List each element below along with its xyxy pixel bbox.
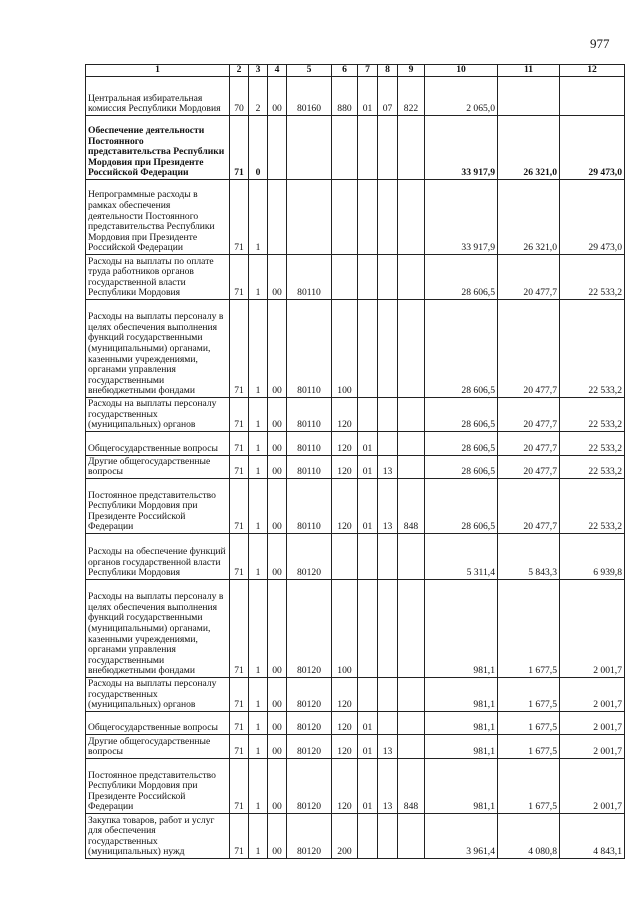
code-cell — [378, 814, 398, 859]
code-cell: 00 — [268, 300, 287, 398]
code-cell: 71 — [230, 180, 249, 255]
column-header-12: 12 — [560, 65, 625, 77]
table-row — [86, 678, 625, 712]
code-cell: 00 — [268, 759, 287, 814]
column-header-5: 5 — [287, 65, 332, 77]
code-cell: 00 — [268, 456, 287, 479]
code-cell: 120 — [332, 712, 358, 735]
code-cell: 71 — [230, 580, 249, 678]
amount-cell: 1 677,5 — [498, 678, 560, 712]
code-cell: 71 — [230, 534, 249, 580]
amount-cell: 28 606,5 — [425, 398, 498, 432]
code-cell — [398, 735, 425, 759]
code-cell: 71 — [230, 456, 249, 479]
code-cell: 71 — [230, 116, 249, 180]
amount-cell: 22 533,2 — [560, 255, 625, 300]
code-cell: 1 — [249, 735, 268, 759]
amount-cell: 22 533,2 — [560, 456, 625, 479]
code-cell: 120 — [332, 398, 358, 432]
code-cell: 71 — [230, 678, 249, 712]
table-row — [86, 456, 625, 479]
code-cell: 13 — [378, 479, 398, 534]
amount-cell: 4 080,8 — [498, 814, 560, 859]
code-cell — [358, 398, 378, 432]
amount-cell: 5 843,3 — [498, 534, 560, 580]
amount-cell: 1 677,5 — [498, 580, 560, 678]
column-header-10: 10 — [425, 65, 498, 77]
row-name-cell: Постоянное представительство Республики Мордовия при Президенте Российской Федерации — [86, 479, 230, 534]
column-header-1: 1 — [86, 65, 230, 77]
row-name-cell: Общегосударственные вопросы — [86, 432, 230, 456]
code-cell — [398, 300, 425, 398]
code-cell — [358, 580, 378, 678]
amount-cell: 4 843,1 — [560, 814, 625, 859]
code-cell — [398, 116, 425, 180]
table-row — [86, 580, 625, 678]
code-cell — [358, 180, 378, 255]
row-name-cell: Расходы на обеспечение функций органов государственной власти Республики Мордовия — [86, 534, 230, 580]
table-row — [86, 255, 625, 300]
code-cell: 1 — [249, 479, 268, 534]
amount-cell: 981,1 — [425, 678, 498, 712]
code-cell: 00 — [268, 77, 287, 116]
row-name-cell: Другие общегосударственные вопросы — [86, 735, 230, 759]
amount-cell: 20 477,7 — [498, 456, 560, 479]
code-cell: 80110 — [287, 255, 332, 300]
code-cell — [378, 534, 398, 580]
code-cell: 00 — [268, 479, 287, 534]
amount-cell: 981,1 — [425, 580, 498, 678]
amount-cell: 22 533,2 — [560, 479, 625, 534]
code-cell: 848 — [398, 479, 425, 534]
code-cell — [287, 180, 332, 255]
amount-cell: 2 001,7 — [560, 735, 625, 759]
code-cell: 01 — [358, 479, 378, 534]
code-cell: 1 — [249, 534, 268, 580]
amount-cell: 29 473,0 — [560, 116, 625, 180]
code-cell — [332, 116, 358, 180]
code-cell: 120 — [332, 759, 358, 814]
row-name-cell: Расходы на выплаты персоналу государственных (муниципальных) органов — [86, 678, 230, 712]
code-cell — [398, 712, 425, 735]
amount-cell: 26 321,0 — [498, 180, 560, 255]
code-cell: 80120 — [287, 534, 332, 580]
code-cell: 2 — [249, 77, 268, 116]
amount-cell: 6 939,8 — [560, 534, 625, 580]
code-cell: 1 — [249, 759, 268, 814]
code-cell: 100 — [332, 300, 358, 398]
code-cell — [332, 255, 358, 300]
code-cell: 00 — [268, 534, 287, 580]
amount-cell: 1 677,5 — [498, 712, 560, 735]
code-cell: 822 — [398, 77, 425, 116]
table-row — [86, 759, 625, 814]
table-row — [86, 300, 625, 398]
code-cell: 71 — [230, 759, 249, 814]
code-cell: 71 — [230, 712, 249, 735]
amount-cell: 20 477,7 — [498, 479, 560, 534]
amount-cell: 28 606,5 — [425, 432, 498, 456]
code-cell: 13 — [378, 456, 398, 479]
amount-cell: 33 917,9 — [425, 116, 498, 180]
code-cell: 71 — [230, 735, 249, 759]
column-header-9: 9 — [398, 65, 425, 77]
column-header-6: 6 — [332, 65, 358, 77]
table-row — [86, 814, 625, 859]
amount-cell: 28 606,5 — [425, 255, 498, 300]
code-cell: 71 — [230, 432, 249, 456]
code-cell: 1 — [249, 398, 268, 432]
code-cell: 80120 — [287, 712, 332, 735]
code-cell: 0 — [249, 116, 268, 180]
code-cell — [398, 814, 425, 859]
code-cell: 13 — [378, 735, 398, 759]
amount-cell: 981,1 — [425, 759, 498, 814]
amount-cell: 26 321,0 — [498, 116, 560, 180]
amount-cell: 2 065,0 — [425, 77, 498, 116]
code-cell — [332, 534, 358, 580]
budget-table — [85, 64, 625, 859]
table-row — [86, 735, 625, 759]
code-cell — [378, 116, 398, 180]
code-cell — [358, 534, 378, 580]
table-row — [86, 398, 625, 432]
code-cell: 1 — [249, 432, 268, 456]
code-cell: 00 — [268, 580, 287, 678]
amount-cell: 33 917,9 — [425, 180, 498, 255]
code-cell — [358, 255, 378, 300]
code-cell: 80120 — [287, 580, 332, 678]
code-cell: 80110 — [287, 300, 332, 398]
table-row — [86, 432, 625, 456]
code-cell: 1 — [249, 180, 268, 255]
code-cell: 71 — [230, 398, 249, 432]
code-cell: 80110 — [287, 432, 332, 456]
amount-cell: 20 477,7 — [498, 300, 560, 398]
code-cell: 80110 — [287, 456, 332, 479]
code-cell: 71 — [230, 300, 249, 398]
amount-cell: 28 606,5 — [425, 456, 498, 479]
code-cell — [358, 300, 378, 398]
code-cell: 00 — [268, 255, 287, 300]
code-cell: 1 — [249, 255, 268, 300]
code-cell — [378, 580, 398, 678]
amount-cell: 1 677,5 — [498, 759, 560, 814]
code-cell: 1 — [249, 456, 268, 479]
code-cell: 100 — [332, 580, 358, 678]
code-cell: 80120 — [287, 759, 332, 814]
code-cell: 120 — [332, 456, 358, 479]
column-header-8: 8 — [378, 65, 398, 77]
code-cell — [358, 814, 378, 859]
code-cell — [398, 534, 425, 580]
code-cell: 71 — [230, 255, 249, 300]
page-number: 977 — [590, 36, 610, 51]
code-cell: 80110 — [287, 398, 332, 432]
amount-cell: 2 001,7 — [560, 712, 625, 735]
column-header-2: 2 — [230, 65, 249, 77]
code-cell — [268, 116, 287, 180]
code-cell — [378, 432, 398, 456]
row-name-cell: Расходы на выплаты по оплате труда работников органов государственной власти Республики Мордовия — [86, 255, 230, 300]
code-cell: 80160 — [287, 77, 332, 116]
row-name-cell: Центральная избирательная комиссия Республики Мордовия — [86, 77, 230, 116]
code-cell: 00 — [268, 712, 287, 735]
code-cell — [332, 180, 358, 255]
code-cell: 120 — [332, 432, 358, 456]
code-cell — [287, 116, 332, 180]
code-cell: 01 — [358, 456, 378, 479]
column-header-7: 7 — [358, 65, 378, 77]
code-cell: 00 — [268, 398, 287, 432]
amount-cell: 28 606,5 — [425, 479, 498, 534]
code-cell — [268, 180, 287, 255]
code-cell — [378, 398, 398, 432]
code-cell — [378, 180, 398, 255]
amount-cell: 22 533,2 — [560, 432, 625, 456]
code-cell: 80120 — [287, 735, 332, 759]
code-cell — [398, 432, 425, 456]
code-cell — [378, 712, 398, 735]
code-cell: 120 — [332, 479, 358, 534]
amount-cell: 20 477,7 — [498, 432, 560, 456]
table-body — [86, 77, 625, 859]
amount-cell — [560, 77, 625, 116]
row-name-cell: Постоянное представительство Республики Мордовия при Президенте Российской Федерации — [86, 759, 230, 814]
code-cell — [398, 580, 425, 678]
amount-cell: 5 311,4 — [425, 534, 498, 580]
table-row — [86, 712, 625, 735]
code-cell: 1 — [249, 300, 268, 398]
row-name-cell: Непрограммные расходы в рамках обеспечения деятельности Постоянного представительства Республики Мордовия при Президенте Российской Федерации — [86, 180, 230, 255]
code-cell — [398, 678, 425, 712]
amount-cell: 2 001,7 — [560, 678, 625, 712]
code-cell: 80110 — [287, 479, 332, 534]
code-cell: 13 — [378, 759, 398, 814]
amount-cell: 20 477,7 — [498, 255, 560, 300]
table-row — [86, 534, 625, 580]
amount-cell: 20 477,7 — [498, 398, 560, 432]
code-cell: 01 — [358, 432, 378, 456]
code-cell: 71 — [230, 479, 249, 534]
code-cell: 07 — [378, 77, 398, 116]
column-header-4: 4 — [268, 65, 287, 77]
row-name-cell: Общегосударственные вопросы — [86, 712, 230, 735]
column-header-3: 3 — [249, 65, 268, 77]
code-cell: 120 — [332, 678, 358, 712]
code-cell: 00 — [268, 735, 287, 759]
code-cell: 70 — [230, 77, 249, 116]
code-cell — [398, 255, 425, 300]
code-cell — [378, 678, 398, 712]
column-header-11: 11 — [498, 65, 560, 77]
table-header-row — [86, 65, 625, 77]
code-cell: 1 — [249, 580, 268, 678]
code-cell — [398, 456, 425, 479]
row-name-cell: Обеспечение деятельности Постоянного представительства Республики Мордовия при Президенте Российской Федерации — [86, 116, 230, 180]
row-name-cell: Расходы на выплаты персоналу в целях обеспечения выполнения функций государственными (муниципальными) органами, казенными учреждениями, органами управления государственными внебюджетными фондами — [86, 300, 230, 398]
table-row — [86, 180, 625, 255]
code-cell — [358, 116, 378, 180]
code-cell: 01 — [358, 735, 378, 759]
row-name-cell: Другие общегосударственные вопросы — [86, 456, 230, 479]
amount-cell: 2 001,7 — [560, 759, 625, 814]
table-row — [86, 479, 625, 534]
amount-cell: 3 961,4 — [425, 814, 498, 859]
amount-cell: 981,1 — [425, 735, 498, 759]
code-cell: 848 — [398, 759, 425, 814]
amount-cell: 22 533,2 — [560, 300, 625, 398]
amount-cell: 22 533,2 — [560, 398, 625, 432]
code-cell: 00 — [268, 814, 287, 859]
amount-cell — [498, 77, 560, 116]
table-row — [86, 116, 625, 180]
code-cell: 00 — [268, 678, 287, 712]
code-cell: 01 — [358, 712, 378, 735]
code-cell: 1 — [249, 678, 268, 712]
row-name-cell: Закупка товаров, работ и услуг для обеспечения государственных (муниципальных) нужд — [86, 814, 230, 859]
code-cell: 1 — [249, 814, 268, 859]
amount-cell: 1 677,5 — [498, 735, 560, 759]
code-cell — [358, 678, 378, 712]
code-cell — [378, 255, 398, 300]
code-cell: 880 — [332, 77, 358, 116]
amount-cell: 2 001,7 — [560, 580, 625, 678]
row-name-cell: Расходы на выплаты персоналу в целях обеспечения выполнения функций государственными (муниципальными) органами, казенными учреждениями, органами управления государственными внебюджетными фондами — [86, 580, 230, 678]
code-cell: 01 — [358, 77, 378, 116]
code-cell: 1 — [249, 712, 268, 735]
amount-cell: 28 606,5 — [425, 300, 498, 398]
code-cell: 00 — [268, 432, 287, 456]
code-cell: 120 — [332, 735, 358, 759]
code-cell: 80120 — [287, 678, 332, 712]
amount-cell: 981,1 — [425, 712, 498, 735]
row-name-cell: Расходы на выплаты персоналу государственных (муниципальных) органов — [86, 398, 230, 432]
code-cell — [378, 300, 398, 398]
code-cell: 01 — [358, 759, 378, 814]
code-cell: 80120 — [287, 814, 332, 859]
code-cell — [398, 398, 425, 432]
code-cell — [398, 180, 425, 255]
table-row — [86, 77, 625, 116]
code-cell: 71 — [230, 814, 249, 859]
amount-cell: 29 473,0 — [560, 180, 625, 255]
code-cell: 200 — [332, 814, 358, 859]
